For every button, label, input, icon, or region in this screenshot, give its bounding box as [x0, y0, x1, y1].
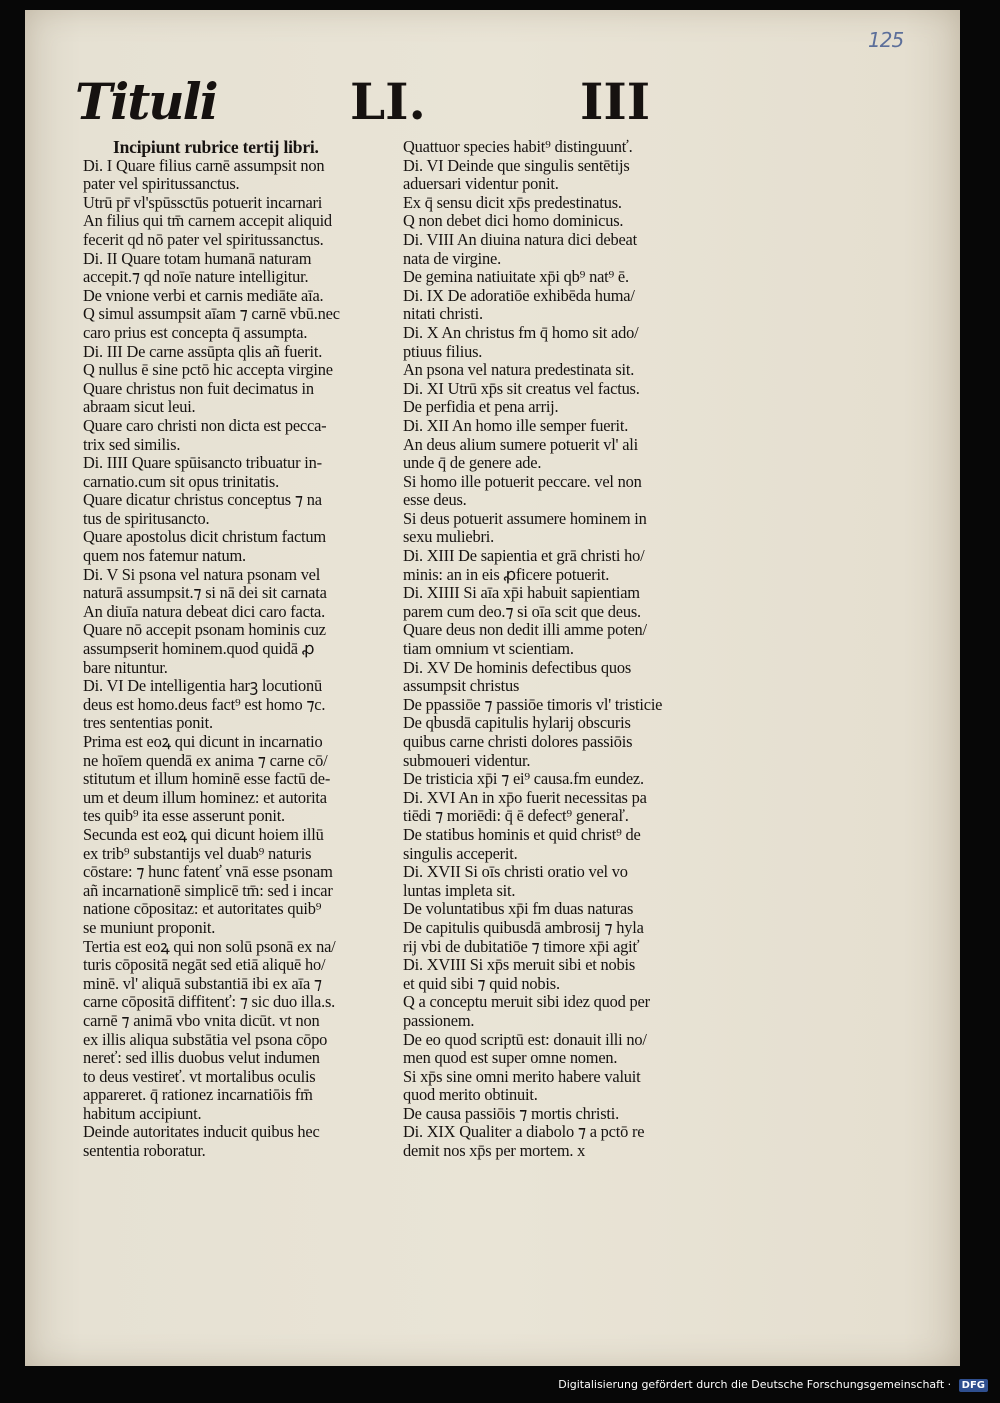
text-line: Quare dicatur christus conceptus ⁊ na: [83, 490, 322, 510]
text-line: carnē ⁊ animā vbo vnita dicūt. vt non: [83, 1010, 320, 1030]
text-line: naturā assumpsit.⁊ si nā dei sit carnata: [83, 583, 327, 603]
text-line: De qbusdā capitulis hylarij obscuris: [403, 713, 631, 733]
text-line: De tristicia xp̄i ⁊ ei⁹ causa.fm eundez.: [403, 769, 644, 789]
text-line: An filius qui tm̄ carnem accepit aliquid: [83, 211, 332, 231]
text-line: assumpsit christus: [403, 676, 520, 696]
text-line: se muniunt proponit.: [83, 917, 216, 937]
text-line: De eo quod scriptū est: donauit illi no/: [403, 1029, 647, 1049]
text-line: nereť: sed illis duobus velut indumen: [83, 1048, 320, 1068]
text-line: Di. IX De adoratiōe exhibēda huma/: [403, 285, 635, 305]
text-line: Quare apostolus dicit christum factum: [83, 527, 326, 547]
footer: Digitalisierung gefördert durch die Deutsche Forschungsgemeinschaft · DFG: [0, 1378, 988, 1392]
text-line: quibus carne christi dolores passiōis: [403, 732, 633, 751]
text-line: to deus vestireť. vt mortalibus oculis: [83, 1066, 316, 1086]
text-line: Di. III De carne assūpta qlis añ fuerit.: [83, 341, 323, 361]
text-line: stitutum et illum hominē esse factū de-: [83, 769, 331, 789]
text-line: Secunda est eoꝝ qui dicunt hoiem illū: [83, 824, 324, 844]
text-line: Di. X An christus fm q̄ homo sit ado/: [403, 322, 639, 342]
dfg-logo: DFG: [959, 1379, 988, 1392]
text-line: Di. VI De intelligentia harꝫ locutionū: [83, 676, 322, 696]
running-head-title: Tituli: [75, 72, 217, 131]
text-line: fecerit qd nō pater vel spiritussanctus.: [83, 229, 324, 249]
text-line: Di. VIII An diuina natura dici debeat: [403, 229, 637, 249]
text-line: assumpserit hominem.quod quidā ꝓ: [83, 639, 315, 659]
text-line: De ppassiōe ⁊ passiōe timoris vl' tristicie: [403, 694, 663, 714]
text-line: carnatio.cum sit opus trinitatis.: [83, 471, 279, 491]
text-line: et quid sibi ⁊ quid nobis.: [403, 973, 560, 993]
text-line: Di. II Quare totam humanā naturam: [83, 248, 312, 268]
text-line: Di. V Si psona vel natura psonam vel: [83, 564, 321, 584]
text-line: Prima est eoꝝ qui dicunt in incarnatio: [83, 732, 323, 751]
text-line: sexu muliebri.: [403, 527, 494, 547]
text-line: Q nullus ē sine pctō hic accepta virgine: [83, 360, 333, 380]
text-line: Di. XVI An in xp̄o fuerit necessitas pa: [403, 787, 647, 807]
text-line: ptiuus filius.: [403, 341, 483, 361]
text-line: deus est homo.deus fact⁹ est homo ⁊c.: [83, 694, 326, 714]
text-line: Di. XIII De sapientia et grā christi ho/: [403, 546, 645, 566]
text-line: submoueri videntur.: [403, 750, 531, 770]
text-line: De vnione verbi et carnis mediāte aīa.: [83, 285, 324, 305]
text-line: Si deus potuerit assumere hominem in: [403, 508, 647, 528]
text-line: Tertia est eoꝝ qui non solū psonā ex na/: [83, 936, 336, 956]
text-line: caro prius est concepta q̄ assumpta.: [83, 322, 308, 342]
text-line: De causa passiōis ⁊ mortis christi.: [403, 1103, 620, 1123]
text-line: Deinde autoritates inducit quibus hec: [83, 1122, 320, 1142]
text-line: demit nos xp̄s per mortem. x: [403, 1141, 586, 1161]
text-line: habitum accipiunt.: [83, 1103, 202, 1123]
text-line: tres sententias ponit.: [83, 713, 213, 733]
text-line: tes quib⁹ ita esse asserunt ponit.: [83, 806, 285, 826]
text-line: esse deus.: [403, 490, 467, 510]
running-head-book: III: [580, 72, 651, 131]
text-line: Di. I Quare filius carnē assumpsit non: [83, 155, 325, 175]
text-column-left: [83, 138, 401, 1161]
running-head-number: LI.: [350, 72, 426, 131]
text-line: Q simul assumpsit aīam ⁊ carnē vbū.nec: [83, 304, 340, 324]
text-line: singulis acceperit.: [403, 843, 518, 863]
text-line: appareret. q̄ rationez incarnatiōis fm̄: [83, 1085, 313, 1105]
text-line: De voluntatibus xp̄i fm duas naturas: [403, 899, 634, 919]
text-line: De statibus hominis et quid christ⁹ de: [403, 824, 641, 844]
text-line: quod merito obtinuit.: [403, 1085, 538, 1105]
text-line: natione cōpositaz: et autoritates quib⁹: [83, 899, 322, 919]
text-line: trix sed similis.: [83, 434, 181, 454]
text-line: Di. IIII Quare spūisancto tribuatur in-: [83, 453, 322, 473]
text-line: añ incarnationē simplicē tm̄: sed i incar: [83, 880, 333, 900]
text-line: Utrū pr̄ vl'spūssctūs potuerit incarnari: [83, 192, 323, 212]
text-line: rij vbi de dubitatiōe ⁊ timore xp̄i agiť: [403, 936, 640, 956]
text-line: Quare nō accepit psonam hominis cuz: [83, 620, 326, 640]
text-line: Si homo ille potuerit peccare. vel non: [403, 471, 642, 491]
text-line: An deus alium sumere potuerit vl' ali: [403, 434, 638, 454]
text-line: minē. vl' aliquā substantiā ibi ex aīa ⁊: [83, 973, 322, 993]
text-line: An diuīa natura debeat dici caro facta.: [83, 601, 326, 621]
text-line: nitati christi.: [403, 304, 483, 324]
text-line: abraam sicut leui.: [83, 397, 196, 417]
text-line: Quare deus non dedit illi amme poten/: [403, 620, 647, 640]
text-line: De perfidia et pena arrij.: [403, 397, 559, 417]
text-column-right: [403, 138, 733, 1161]
text-line: bare nituntur.: [83, 657, 168, 677]
text-line: Quattuor species habit⁹ distinguunť.: [403, 137, 633, 156]
text-line: Incipiunt rubrice tertij libri.: [113, 137, 319, 157]
text-line: Si xp̄s sine omni merito habere valuit: [403, 1066, 641, 1086]
text-line: De gemina natiuitate xp̄i qb⁹ nat⁹ ē.: [403, 267, 629, 287]
text-line: parem cum deo.⁊ si oīa scit que deus.: [403, 601, 641, 621]
text-line: Di. XI Utrū xp̄s sit creatus vel factus.: [403, 378, 640, 398]
text-line: luntas impleta sit.: [403, 880, 516, 900]
text-line: tiēdi ⁊ moriēdi: q̄ ē defect⁹ generaľ.: [403, 806, 629, 826]
folio-number: 125: [868, 28, 904, 52]
text-line: men quod est super omne nomen.: [403, 1048, 618, 1068]
text-line: Quare caro christi non dicta est pecca-: [83, 415, 327, 435]
book-page: [25, 10, 960, 1366]
text-line: tiam omnium vt scientiam.: [403, 639, 574, 659]
text-line: De capitulis quibusdā ambrosij ⁊ hyla: [403, 917, 644, 937]
text-line: An psona vel natura predestinata sit.: [403, 360, 635, 380]
text-line: Di. XIIII Si aīa xp̄i habuit sapientiam: [403, 583, 640, 603]
text-line: pater vel spiritussanctus.: [83, 174, 240, 194]
text-line: ex illis aliqua substātia vel psona cōpo: [83, 1029, 328, 1049]
text-line: um et deum illum hominez: et autorita: [83, 787, 327, 807]
text-line: turis cōpositā negāt sed etiā aliquē ho/: [83, 955, 326, 975]
text-line: Ex q̄ sensu dicit xp̄s predestinatus.: [403, 192, 622, 212]
text-line: quem nos fatemur natum.: [83, 546, 246, 566]
text-line: sententia roboratur.: [83, 1141, 206, 1161]
text-line: Di. XV De hominis defectibus quos: [403, 657, 632, 677]
text-line: nata de virgine.: [403, 248, 501, 268]
text-line: aduersari videntur ponit.: [403, 174, 559, 194]
text-line: carne cōpositā diffitenť: ⁊ sic duo illa.s.: [83, 992, 336, 1012]
text-line: Q a conceptu meruit sibi idez quod per: [403, 992, 650, 1012]
text-line: Di. XVII Si oīs christi oratio vel vo: [403, 862, 628, 882]
text-line: ne hoīem quendā ex anima ⁊ carne cō/: [83, 750, 328, 770]
text-line: passionem.: [403, 1010, 475, 1030]
text-line: cōstare: ⁊ hunc fatenť vnā esse psonam: [83, 862, 333, 882]
text-line: Di. XIX Qualiter a diabolo ⁊ a pctō re: [403, 1122, 645, 1142]
text-line: Di. XVIII Si xp̄s meruit sibi et nobis: [403, 955, 636, 975]
text-line: Di. VI Deinde que singulis sentētijs: [403, 155, 630, 175]
text-line: Di. XII An homo ille semper fuerit.: [403, 415, 629, 435]
text-line: accepit.⁊ qd noīe nature intelligitur.: [83, 267, 309, 287]
footer-credit: Digitalisierung gefördert durch die Deutsche Forschungsgemeinschaft: [558, 1378, 945, 1391]
text-line: tus de spiritusancto.: [83, 508, 210, 528]
text-line: minis: an in eis ꝓficere potuerit.: [403, 564, 610, 584]
text-line: Quare christus non fuit decimatus in: [83, 378, 314, 398]
text-line: ex trib⁹ substantijs vel duab⁹ naturis: [83, 843, 312, 863]
text-line: Q non debet dici homo dominicus.: [403, 211, 624, 231]
text-line: unde q̄ de genere ade.: [403, 453, 542, 473]
